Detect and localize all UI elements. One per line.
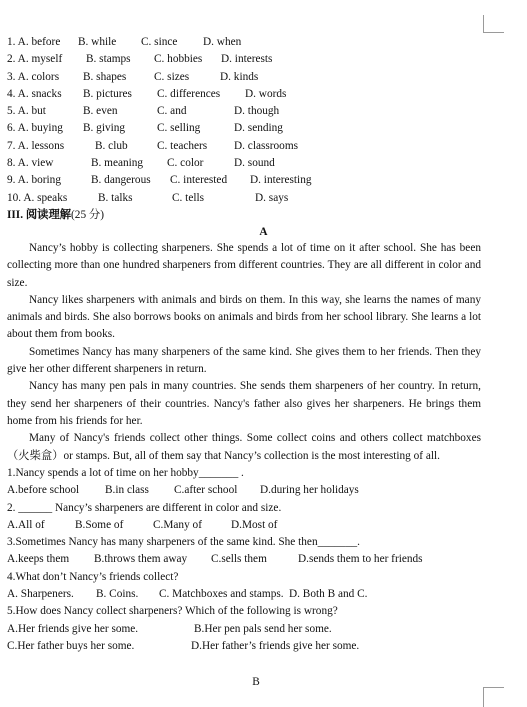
question-text: 3.Sometimes Nancy has many sharpeners of the same kind. She then_______.	[7, 536, 360, 549]
option-c: C. tells	[172, 191, 205, 204]
option-d: D. though	[234, 105, 280, 118]
question-text: 4.What don’t Nancy’s friends collect?	[7, 570, 179, 583]
next-passage-label: B	[252, 676, 260, 688]
option-a: 5. A. but	[7, 105, 46, 118]
option-b: B. club	[95, 139, 128, 152]
option-a: 9. A. boring	[7, 174, 61, 187]
option-d: D. when	[203, 36, 242, 48]
corner-crop-mark-bottom-right	[483, 687, 504, 707]
option-b: B.throws them away	[94, 553, 188, 566]
option-d: D. words	[245, 87, 287, 100]
section-heading	[7, 207, 104, 223]
question-options	[7, 586, 487, 603]
option-b: B. while	[78, 36, 117, 48]
question-stem	[7, 569, 487, 586]
option-b: B. dangerous	[91, 174, 151, 187]
option-a: 10. A. speaks	[7, 191, 68, 204]
option-b: B. even	[83, 105, 118, 118]
option-d: D. sound	[234, 157, 275, 170]
question-options	[7, 482, 487, 499]
option-a: 2. A. myself	[7, 53, 63, 66]
question-stem	[7, 603, 487, 620]
option-a: 1. A. before	[7, 36, 61, 48]
option-b: B.Her pen pals send her some.	[194, 622, 332, 635]
option-c: C.Her father buys her some.	[7, 639, 135, 652]
option-c: C. sizes	[154, 70, 190, 83]
passage-title: A	[259, 226, 268, 238]
passage-paragraph: Nancy likes sharpeners with animals and birds on them. In this way, she learns the names of many animals and birds. She also borrows books on animals and birds from her school library. She learns a lot about them from books.	[7, 293, 481, 341]
option-c: C.Many of	[153, 518, 202, 531]
question-options	[7, 517, 487, 534]
option-a: 8. A. view	[7, 157, 54, 170]
section-title: 阅读理解	[25, 209, 72, 221]
option-c: C. and	[157, 105, 187, 118]
option-a: A.All of	[7, 518, 45, 531]
option-a: 7. A. lessons	[7, 139, 65, 152]
question-stem	[7, 465, 487, 482]
option-c: C. hobbies	[154, 53, 203, 66]
passage-paragraph: Many of Nancy's friends collect other things. Some collect coins and others collect matchboxes（火柴盒）or stamps. But, all of them say that Nancy’s collection is the most interesting of all.	[7, 432, 481, 462]
option-c: C.sells them	[211, 553, 267, 566]
option-a: 3. A. colors	[7, 70, 60, 83]
option-b: B. giving	[83, 122, 126, 135]
corner-crop-mark-top-right	[483, 15, 504, 33]
option-d: D.Her father’s friends give her some.	[191, 639, 360, 652]
question-options	[7, 621, 487, 638]
option-c: C. teachers	[157, 139, 208, 152]
option-b: B. shapes	[83, 70, 127, 83]
option-d: D.sends them to her friends	[298, 553, 423, 566]
passage-paragraph: Nancy’s hobby is collecting sharpeners. She spends a lot of time on it after school. She has been collecting more than one hundred sharpeners from different countries. They are all different in color and size.	[7, 242, 481, 289]
option-c: C. Matchboxes and stamps.	[159, 588, 284, 601]
option-d: D. says	[255, 191, 289, 204]
question-text: 2. ______ Nancy’s sharpeners are different in color and size.	[7, 501, 282, 514]
passage-paragraph: Sometimes Nancy has many sharpeners of the same kind. She gives them to her friends. Then they give her other different sharpeners in return.	[7, 345, 481, 376]
option-c: C. color	[167, 157, 204, 170]
option-a: A. Sharpeners.	[7, 588, 74, 601]
section-points: (25 分)	[71, 209, 104, 221]
option-b: B.in class	[105, 484, 149, 497]
option-d: D. interesting	[250, 174, 312, 187]
option-c: C. differences	[157, 87, 221, 100]
passage-paragraph: Nancy has many pen pals in many countries. She sends them sharpeners of her country. In return, they send her sharpeners of their countries. Nancy's father also gives her sharpeners. He brings them home from his friends for her.	[7, 380, 481, 427]
option-d: D. Both B and C.	[289, 588, 368, 601]
option-b: B. Coins.	[96, 588, 139, 601]
option-d: D. classrooms	[234, 139, 299, 152]
option-d: D. kinds	[220, 70, 259, 83]
option-b: B.Some of	[75, 518, 124, 531]
option-c: C. interested	[170, 174, 228, 187]
question-text: 1.Nancy spends a lot of time on her hobby_______ .	[7, 467, 244, 479]
option-d: D.during her holidays	[260, 484, 359, 497]
reading-passage	[7, 240, 481, 465]
question-options	[7, 551, 487, 568]
option-b: B. talks	[98, 191, 133, 204]
option-a: A.keeps them	[7, 553, 70, 566]
option-c: C. since	[141, 36, 178, 48]
option-a: A.before school	[7, 484, 80, 497]
question-text: 5.How does Nancy collect sharpeners? Which of the following is wrong?	[7, 605, 338, 618]
section-number: III.	[7, 209, 24, 221]
question-options	[7, 638, 487, 655]
option-c: C. selling	[157, 122, 201, 135]
question-list	[7, 465, 487, 655]
option-d: D. interests	[221, 53, 273, 66]
option-d: D. sending	[234, 122, 283, 135]
question-stem	[7, 534, 487, 551]
option-a: 6. A. buying	[7, 122, 63, 135]
option-b: B. pictures	[83, 87, 132, 100]
option-a: A.Her friends give her some.	[7, 622, 139, 635]
option-b: B. stamps	[86, 53, 131, 66]
option-c: C.after school	[174, 484, 238, 497]
option-a: 4. A. snacks	[7, 87, 62, 100]
option-b: B. meaning	[91, 157, 144, 170]
option-d: D.Most of	[231, 518, 278, 531]
question-stem	[7, 500, 487, 517]
